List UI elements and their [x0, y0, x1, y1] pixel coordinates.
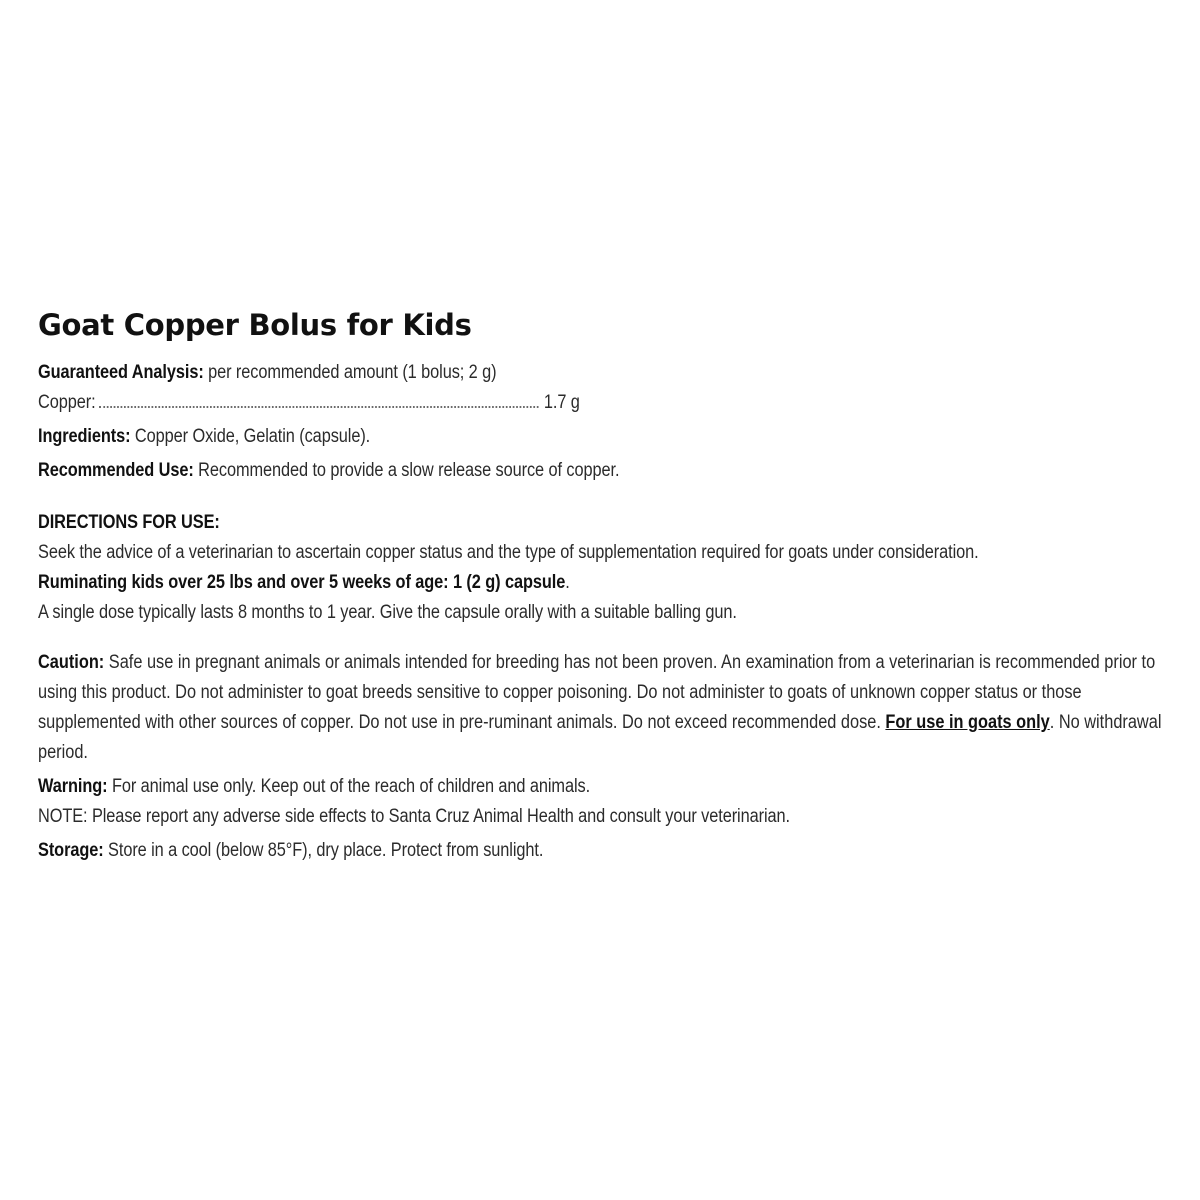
ingredients-text: Copper Oxide, Gelatin (capsule).: [130, 426, 371, 447]
directions-heading: DIRECTIONS FOR USE:: [38, 512, 220, 533]
caution: [38, 648, 1165, 768]
product-title: Goat Copper Bolus for Kids: [38, 308, 472, 342]
dot-leader: [99, 405, 539, 408]
guaranteed-analysis-text: per recommended amount (1 bolus; 2 g): [203, 362, 497, 383]
warning-label: Warning:: [38, 776, 108, 797]
directions-dose: Ruminating kids over 25 lbs and over 5 weeks of age: 1 (2 g) capsule.: [38, 572, 570, 593]
product-label: [38, 306, 1168, 866]
storage-label: Storage:: [38, 840, 104, 861]
analysis-row-copper: [38, 388, 580, 418]
ingredients-label: Ingredients:: [38, 426, 131, 447]
storage: [38, 836, 1010, 866]
storage-text: Store in a cool (below 85°F), dry place. Protect from sunlight.: [103, 840, 544, 861]
recommended-use-label: Recommended Use:: [38, 460, 194, 481]
caution-tail: . No withdrawal period.: [38, 712, 1162, 763]
analysis-nutrient-name: Copper:: [38, 392, 96, 413]
warning: [38, 772, 1010, 802]
warning-text: For animal use only. Keep out of the reach of children and animals.: [107, 776, 591, 797]
guaranteed-analysis-label: Guaranteed Analysis:: [38, 362, 204, 383]
guaranteed-analysis: [38, 358, 1010, 388]
caution-text: Safe use in pregnant animals or animals intended for breeding has not been proven. An examination from a veterinarian is recommended prior to using this product. Do not administer to goat breeds sensitive to copper poisoning. Do not administer to goats of unknown copper status or those supplemented with other sources of copper. Do not use in pre-ruminant animals. Do not exceed recommended dose.: [38, 652, 1156, 733]
directions-advice: Seek the advice of a veterinarian to ascertain copper status and the type of supplementation required for goats under consideration.: [38, 542, 979, 563]
analysis-nutrient-value: 1.7 g: [543, 392, 580, 413]
note: NOTE: Please report any adverse side effects to Santa Cruz Animal Health and consult your veterinarian.: [38, 806, 790, 827]
directions-dose-bold: Ruminating kids over 25 lbs and over 5 weeks of age: 1 (2 g) capsule: [38, 572, 566, 593]
caution-underlined: For use in goats only: [885, 712, 1050, 733]
ingredients: [38, 422, 1010, 452]
caution-label: Caution:: [38, 652, 105, 673]
recommended-use: [38, 456, 1010, 486]
directions-duration: A single dose typically lasts 8 months to 1 year. Give the capsule orally with a suitable balling gun.: [38, 602, 737, 623]
recommended-use-text: Recommended to provide a slow release source of copper.: [193, 460, 620, 481]
